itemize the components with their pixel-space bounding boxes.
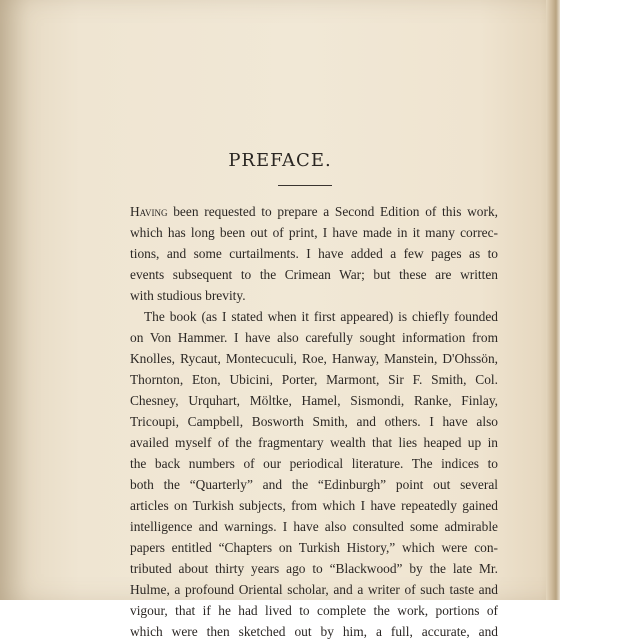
text-line: vigour, that if he had lived to complete the work, portions of [130,603,498,618]
heading-text: PREFACE. [228,150,332,171]
text-line: availed myself of the fragmentary wealth that lies heaped up in [130,435,498,450]
page-heading [0,150,640,171]
page-edge [546,0,560,600]
line-text: been requested to prepare a Second Edition of this work, [167,204,498,219]
text-line: intelligence and warnings. I have also consulted some admirable [130,519,498,534]
text-line: the back numbers of our periodical literature. The indices to [130,456,498,471]
text-line: Chesney, Urquhart, Möltke, Hamel, Sismondi, Ranke, Finlay, [130,393,498,408]
preface-body [130,201,498,642]
text-line: articles on Turkish subjects, from which I have repeatedly gained [130,498,498,513]
text-line: Tricoupi, Campbell, Bosworth Smith, and others. I have also [130,414,498,429]
text-line: papers entitled “Chapters on Turkish History,” which were con- [130,540,498,555]
text-line: The book (as I stated when it first appeared) is chiefly founded [144,309,498,324]
text-line [130,201,498,222]
text-line: on Von Hammer. I have also carefully sought information from [130,330,498,345]
lead-word: Having [130,204,168,219]
text-line: events subsequent to the Crimean War; but these are written [130,267,498,282]
text-line: tributed about thirty years ago to “Blackwood” by the late Mr. [130,561,498,576]
text-line: which were then sketched out by him, a full, accurate, and [130,624,498,639]
text-line: Thornton, Eton, Ubicini, Porter, Marmont, Sir F. Smith, Col. [130,372,498,387]
text-line: Hulme, a profound Oriental scholar, and a writer of such taste and [130,582,498,597]
text-line: tions, and some curtailments. I have added a few pages as to [130,246,498,261]
text-line: both the “Quarterly” and the “Edinburgh” point out several [130,477,498,492]
heading-rule [278,185,332,186]
text-line: with studious brevity. [130,288,246,303]
text-line: which has long been out of print, I have made in it many correc- [130,225,498,240]
text-line: Knolles, Rycaut, Montecuculi, Roe, Hanway, Manstein, D'Ohssön, [130,351,498,366]
